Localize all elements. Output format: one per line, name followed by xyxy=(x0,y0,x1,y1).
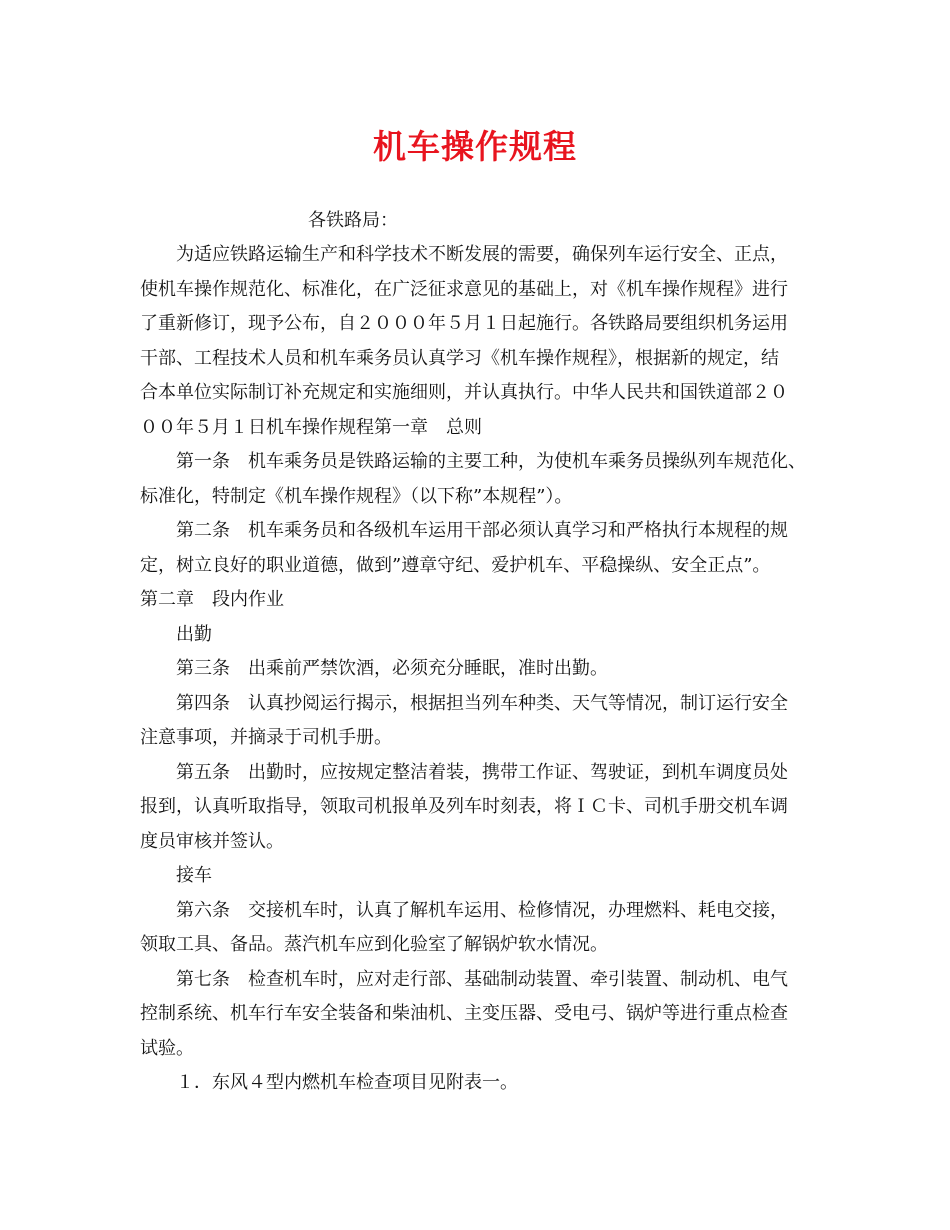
salutation-line: 各铁路局： xyxy=(308,210,398,231)
body-line: ００年５月１日机车操作规程第一章 总则 xyxy=(140,417,482,438)
body-line: 合本单位实际制订补充规定和实施细则，并认真执行。中华人民共和国铁道部２０ xyxy=(140,382,788,403)
article-line: 报到，认真听取指导，领取司机报单及列车时刻表，将ＩＣ卡、司机手册交机车调 xyxy=(140,796,788,817)
article-line: 第七条 检查机车时，应对走行部、基础制动装置、牵引装置、制动机、电气 xyxy=(176,969,788,990)
body-line: 为适应铁路运输生产和科学技术不断发展的需要，确保列车运行安全、正点， xyxy=(176,244,788,265)
article-line: 度员审核并签认。 xyxy=(140,831,284,852)
article-line: 控制系统、机车行车安全装备和柴油机、主变压器、受电弓、锅炉等进行重点检查 xyxy=(140,1003,788,1024)
body-line: 干部、工程技术人员和机车乘务员认真学习《机车操作规程》，根据新的规定，结 xyxy=(140,348,779,369)
article-line: 注意事项，并摘录于司机手册。 xyxy=(140,727,392,748)
article-line: 第二条 机车乘务员和各级机车运用干部必须认真学习和严格执行本规程的规 xyxy=(176,520,788,541)
article-line: 定，树立良好的职业道德，做到”遵章守纪、爱护机车、平稳操纵、安全正点”。 xyxy=(140,555,771,576)
section-heading: 接车 xyxy=(176,865,212,886)
article-line: 标准化，特制定《机车操作规程》（以下称”本规程”）。 xyxy=(140,486,573,507)
article-line: 领取工具、备品。蒸汽机车应到化验室了解锅炉软水情况。 xyxy=(140,934,608,955)
body-line: 使机车操作规范化、标准化，在广泛征求意见的基础上，对《机车操作规程》进行 xyxy=(140,279,788,300)
section-heading: 出勤 xyxy=(176,624,212,645)
list-item: １．东风４型内燃机车检查项目见附表一。 xyxy=(176,1072,518,1093)
chapter-heading: 第二章 段内作业 xyxy=(140,589,284,610)
document-title: 机车操作规程 xyxy=(373,127,577,166)
article-line: 第六条 交接机车时，认真了解机车运用、检修情况，办理燃料、耗电交接， xyxy=(176,900,788,921)
article-line: 第四条 认真抄阅运行揭示，根据担当列车种类、天气等情况，制订运行安全 xyxy=(176,693,788,714)
article-line: 试验。 xyxy=(140,1038,194,1059)
article-line: 第一条 机车乘务员是铁路运输的主要工种，为使机车乘务员操纵列车规范化、 xyxy=(176,451,806,472)
article-line: 第五条 出勤时，应按规定整洁着装，携带工作证、驾驶证，到机车调度员处 xyxy=(176,762,788,783)
article-line: 第三条 出乘前严禁饮酒，必须充分睡眠，准时出勤。 xyxy=(176,658,608,679)
body-line: 了重新修订，现予公布，自２０００年５月１日起施行。各铁路局要组织机务运用 xyxy=(140,313,788,334)
